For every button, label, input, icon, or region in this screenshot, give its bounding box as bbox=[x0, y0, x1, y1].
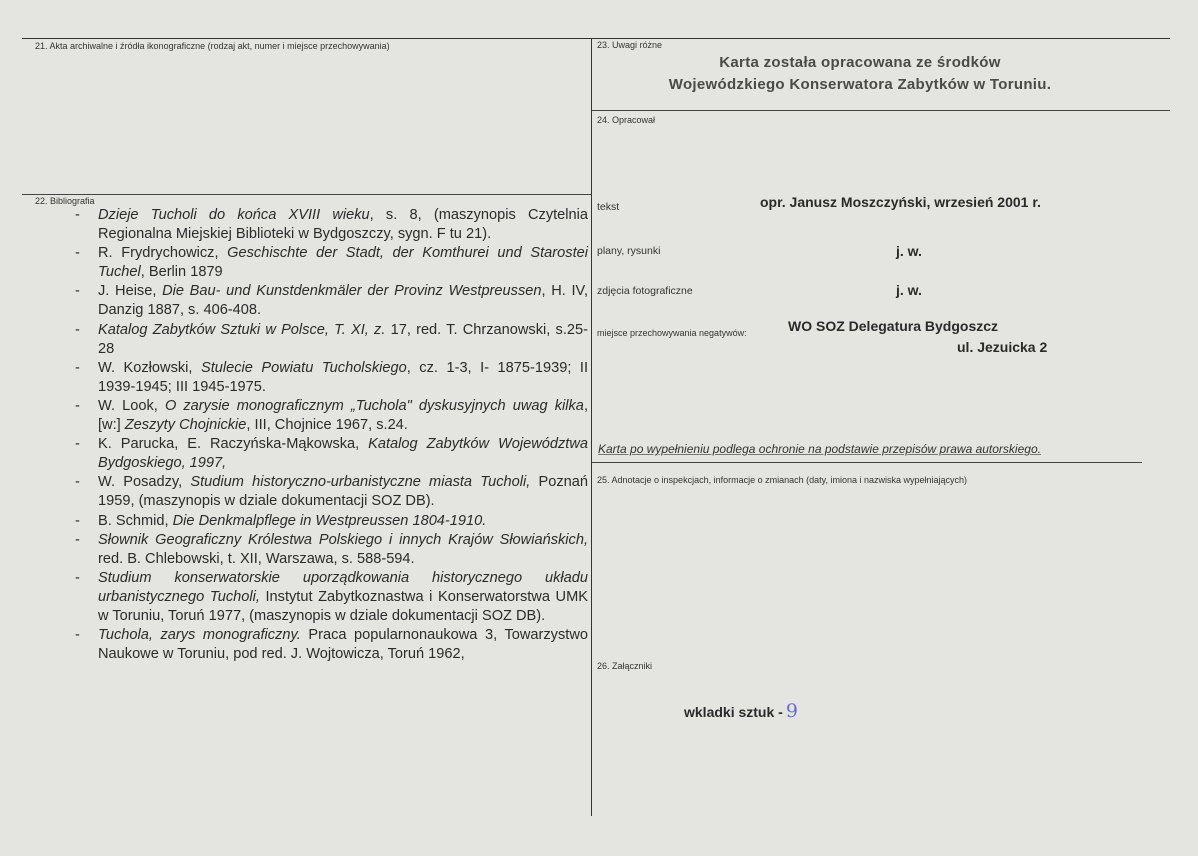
bullet-dash: - bbox=[75, 474, 80, 491]
bullet-dash: - bbox=[75, 359, 80, 376]
bibliography-italic: Studium historyczno-urbanistyczne miasta Tucholi, bbox=[190, 474, 531, 491]
bibliography-entry bbox=[68, 435, 588, 473]
bibliography-entry bbox=[68, 282, 588, 320]
bullet-dash: - bbox=[75, 283, 80, 300]
bibliography-author: B. Schmid, bbox=[98, 512, 173, 529]
bibliography-italic: Geschischte der Stadt, der Komthurei und Starostei Tuchel bbox=[98, 245, 588, 281]
field-24-label: 24. Opracował bbox=[597, 115, 656, 125]
bibliography-italic: Katalog Zabytków Województwa Bydgoskiego, 1997, bbox=[98, 436, 588, 472]
bibliography-entry bbox=[68, 569, 588, 626]
text-label: tekst bbox=[597, 201, 620, 213]
text-value: opr. Janusz Moszczyński, wrzesień 2001 r. bbox=[760, 194, 1041, 210]
bullet-dash: - bbox=[75, 627, 80, 644]
bibliography-rest: red. B. Chlebowski, t. XII, Warszawa, s. 588-594. bbox=[98, 550, 415, 567]
bibliography-italic: Stulecie Powiatu Tucholskiego bbox=[200, 359, 407, 376]
bibliography-rest: Instytut Zabytkoznastwa i Konserwatorstwa UMK w Toruniu, Toruń 1977, (maszynopis w dziale dokumentacji SOZ DB). bbox=[98, 588, 588, 624]
bullet-dash: - bbox=[75, 397, 80, 414]
field-21-label: 21. Akta archiwalne i źródła ikonograficzne (rodzaj akt, numer i miejsce przechowywania) bbox=[35, 41, 390, 51]
bibliography-italic: Dzieje Tucholi do końca XVIII wieku bbox=[98, 207, 370, 223]
bibliography-entry bbox=[68, 531, 588, 569]
photos-label: zdjęcia fotograficzne bbox=[597, 285, 693, 297]
bibliography-author: R. Frydrychowicz, bbox=[98, 245, 228, 262]
bullet-dash: - bbox=[75, 569, 80, 586]
bibliography-italic: Tuchola, zarys monograficzny. bbox=[98, 627, 301, 644]
bibliography-italic: Katalog Zabytków Sztuki w Polsce, T. XI, z. bbox=[98, 321, 386, 338]
bibliography-author: K. Parucka, E. Raczyńska-Mąkowska, bbox=[98, 436, 369, 453]
bibliography-entry bbox=[68, 321, 588, 359]
plans-label: plany, rysunki bbox=[597, 245, 661, 257]
bibliography-rest: , s. 8, (maszynopis Czytelnia Regionalna Miejskiej Biblioteki w Bydgoszczy, sygn. F tu 21). bbox=[98, 207, 589, 243]
bullet-dash: - bbox=[75, 512, 80, 529]
bibliography-entry bbox=[68, 626, 588, 664]
center-divider bbox=[591, 38, 592, 816]
attachments-label: wkladki sztuk - bbox=[684, 704, 783, 720]
bullet-dash: - bbox=[75, 531, 80, 548]
negatives-label: miejsce przechowywania negatywów: bbox=[597, 328, 747, 338]
field-22-label: 22. Bibliografia bbox=[35, 196, 95, 206]
bibliography-author: W. Look, bbox=[98, 397, 165, 414]
bibliography-rest: , [w:] bbox=[98, 397, 588, 434]
bibliography-author: W. Kozłowski, bbox=[98, 359, 201, 376]
bibliography-entry bbox=[68, 244, 588, 282]
copyright-note: Karta po wypełnieniu podlega ochronie na podstawie przepisów prawa autorskiego. bbox=[598, 442, 1041, 456]
divider-23-24 bbox=[592, 110, 1170, 111]
bibliography-entry bbox=[68, 512, 588, 531]
bibliography-entry bbox=[68, 397, 588, 435]
plans-value: j. w. bbox=[896, 243, 922, 259]
field-26-label: 26. Załączniki bbox=[597, 661, 653, 671]
bibliography-italic: Słownik Geograficzny Królestwa Polskiego i innych Krajów Słowiańskich, bbox=[98, 531, 588, 548]
divider-24-25 bbox=[592, 462, 1142, 463]
field-25-label: 25. Adnotacje o inspekcjach, informacje o zmianach (daty, imiona i nazwiska wypełniających) bbox=[597, 475, 968, 485]
bibliography-italic: Studium konserwatorskie uporządkowania historycznego układu urbanistycznego Tucholi, bbox=[98, 569, 588, 605]
bibliography-author: J. Heise, bbox=[98, 283, 163, 300]
bibliography-rest: , cz. 1-3, I- 1875-1939; II 1939-1945; III 1945-1975. bbox=[98, 359, 588, 395]
negatives-value-2: ul. Jezuicka 2 bbox=[957, 339, 1048, 355]
negatives-value-1: WO SOZ Delegatura Bydgoszcz bbox=[788, 318, 999, 334]
field-23-label: 23. Uwagi różne bbox=[597, 40, 663, 50]
divider-21-22 bbox=[22, 194, 591, 195]
funding-note bbox=[600, 52, 1120, 96]
bibliography-list bbox=[68, 206, 588, 664]
bibliography-entry bbox=[68, 473, 588, 511]
funding-line-1: Karta została opracowana ze środków bbox=[719, 54, 1001, 71]
bibliography-rest: Praca popularnonaukowa 3, Towarzystwo Naukowe w Toruniu, pod red. J. Wojtowicza, Toruń 1962, bbox=[98, 627, 588, 663]
bibliography-italic: O zarysie monograficznym „Tuchola" dyskusyjnych uwag kilka bbox=[164, 397, 584, 414]
bullet-dash: - bbox=[75, 207, 80, 223]
bibliography-author: W. Posadzy, bbox=[98, 474, 191, 491]
bibliography-italic: Die Denkmalpflege in Westpreussen 1804-1910. bbox=[172, 512, 487, 529]
bibliography-rest: 17, red. T. Chrzanowski, s.25-28 bbox=[98, 321, 588, 357]
photos-value: j. w. bbox=[896, 282, 922, 298]
bibliography-rest: , H. IV, Danzig 1887, s. 406-408. bbox=[98, 283, 588, 319]
bibliography-entry bbox=[68, 359, 588, 397]
bullet-dash: - bbox=[75, 245, 80, 262]
bibliography-entry bbox=[68, 206, 588, 244]
funding-line-2: Wojewódzkiego Konserwatora Zabytków w Toruniu. bbox=[668, 76, 1052, 93]
attachments-count: 9 bbox=[785, 700, 798, 722]
bullet-dash: - bbox=[75, 321, 80, 338]
bullet-dash: - bbox=[75, 436, 80, 453]
bibliography-rest: Poznań 1959, (maszynopis w dziale dokumentacji SOZ DB). bbox=[98, 474, 588, 510]
bibliography-rest: , Berlin 1879 bbox=[140, 264, 223, 281]
bibliography-italic: Die Bau- und Kunstdenkmäler der Provinz Westpreussen bbox=[162, 283, 542, 300]
attachments-line bbox=[684, 700, 798, 722]
top-rule bbox=[22, 38, 1170, 39]
bibliography-italic2: Zeszyty Chojnickie bbox=[124, 417, 247, 434]
bibliography-rest2: , III, Chojnice 1967, s.24. bbox=[246, 417, 408, 434]
